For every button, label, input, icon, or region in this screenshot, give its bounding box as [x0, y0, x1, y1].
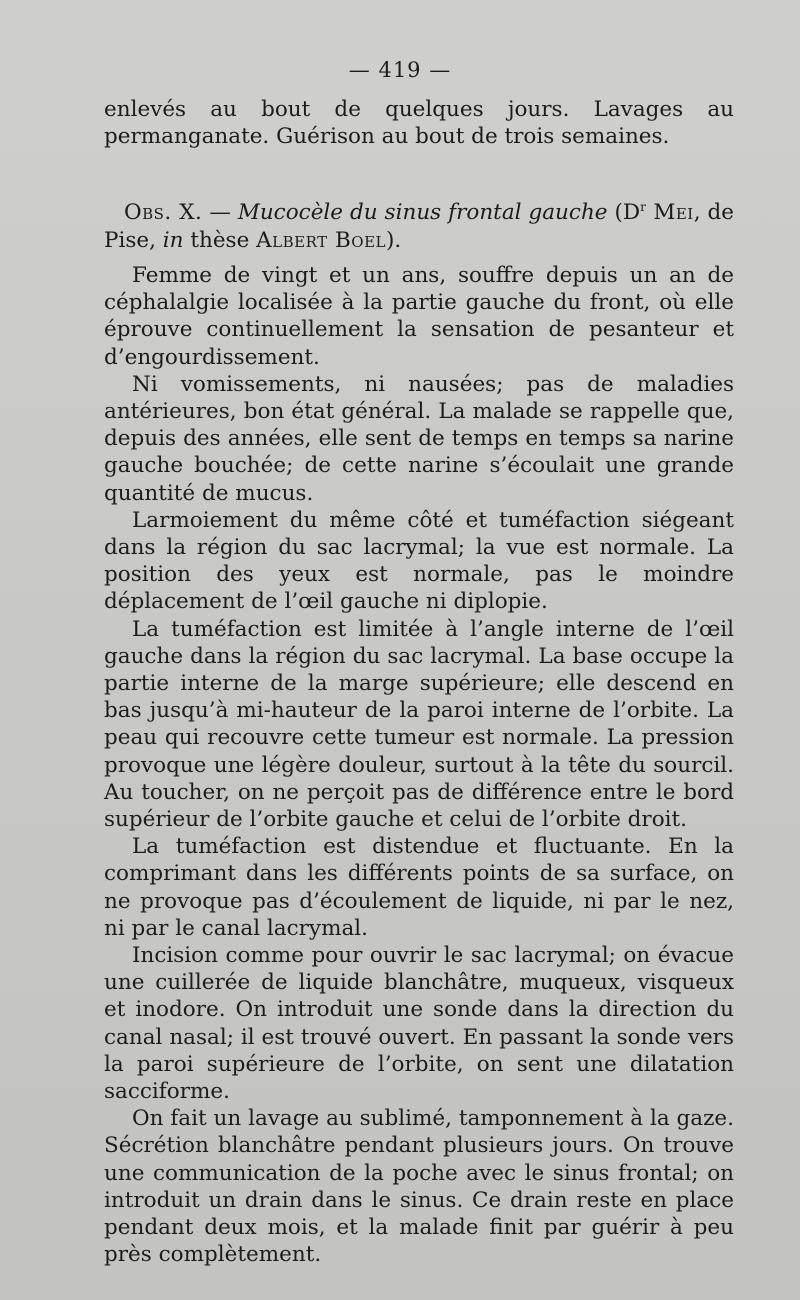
source-mid: , de Pise,: [104, 200, 735, 253]
source-close: ).: [386, 227, 402, 253]
paragraph: La tuméfaction est limitée à l’angle interne de l’œil gauche dans la région du sac lacrymal. La base occupe la partie interne de la marge supérieure; elle descend en bas jusqu’à mi-hauteur de la paroi interne de l’orbite. La peau qui recouvre cette tumeur est normale. La pression provoque une légère douleur, surtout à la tête du sourcil. Au toucher, on ne perçoit pas de différence entre le bord supérieur de l’orbite gauche et celui de l’orbite droit.: [104, 616, 734, 833]
intro-paragraph: enlevés au bout de quelques jours. Lavages au permanganate. Guérison au bout de trois semaines.: [104, 97, 734, 150]
these-word: thèse: [183, 227, 257, 253]
observation-heading: [104, 194, 734, 254]
paragraph: Femme de vingt et un ans, souffre depuis un an de céphalalgie localisée à la partie gauche du front, où elle éprouve continuellement la sensation de pesanteur et d’engourdissement.: [104, 262, 734, 370]
thesis-author: Albert Boel: [256, 227, 386, 253]
paragraph: On fait un lavage au sublimé, tamponnement à la gaze. Sécrétion blanchâtre pendant plusieurs jours. On trouve une communication de la poche avec le sinus frontal; on introduit un drain dans le sinus. Ce drain reste en place pendant deux mois, et la malade finit par guérir à peu près complètement.: [104, 1106, 734, 1268]
page-body: [104, 96, 734, 1268]
observation-title: Mucocèle du sinus frontal gauche: [237, 200, 608, 226]
source-sup: r: [640, 200, 646, 215]
paragraph: Incision comme pour ouvrir le sac lacrymal; on évacue une cuillerée de liquide blanchâtre, muqueux, visqueux et inodore. On introduit une sonde dans la direction du canal nasal; il est trouvé ouvert. En passant la sonde vers la paroi supérieure de l’orbite, on sent une dilatation sacciforme.: [104, 943, 734, 1105]
paragraph: Ni vomissements, ni nausées; pas de maladies antérieures, bon état général. La malade se rappelle que, depuis des années, elle sent de temps en temps sa narine gauche bouchée; de cette narine s’écoulait une grande quantité de mucus.: [104, 371, 734, 506]
observation-dash: —: [202, 200, 238, 226]
observation-label: Obs. X.: [124, 200, 203, 226]
page-number: — 419 —: [348, 58, 452, 82]
paragraph: Larmoiement du même côté et tuméfaction siégeant dans la région du sac lacrymal; la vue est normale. La position des yeux est normale, pas le moindre déplacement de l’œil gauche ni diplopie.: [104, 507, 734, 615]
in-word: in: [162, 227, 184, 253]
author-name: Mei: [645, 200, 694, 226]
source-open: (D: [607, 200, 641, 226]
paragraph: La tuméfaction est distendue et fluctuante. En la comprimant dans les différents points de sa surface, on ne provoque pas d’écoulement de liquide, ni par le nez, ni par le canal lacrymal.: [104, 834, 734, 941]
